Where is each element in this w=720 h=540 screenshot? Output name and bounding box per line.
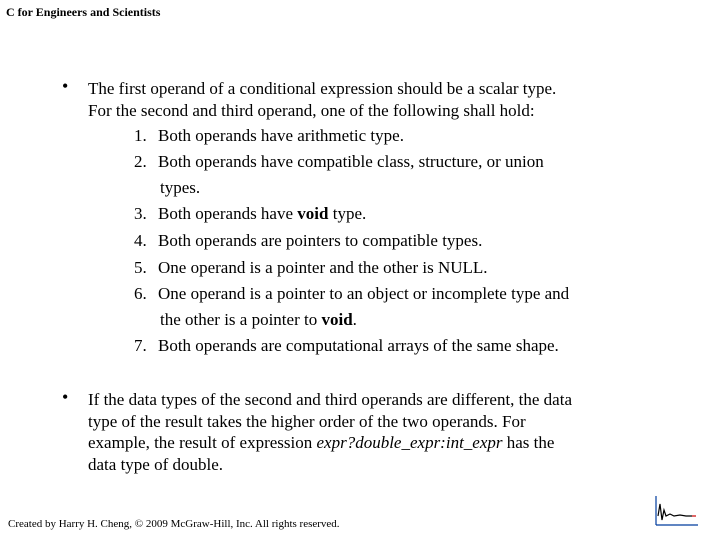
list-item-text: Both operands have compatible class, structure, or union [158,152,544,171]
list-item [134,152,544,172]
bullet2-line3-text: example, the result of expression [88,433,317,452]
bullet2-line4: data type of double. [88,455,224,474]
list-item-number: 4. [134,231,147,250]
list-item-text: Both operands are pointers to compatible types. [158,231,483,250]
list-item-number: 3. [134,204,147,223]
list-item-number: 6. [134,284,147,303]
list-item-continuation: types. [160,178,201,197]
code-expression: expr?double_expr:int_expr [316,433,503,452]
list-item-text-end: . [352,310,357,329]
bullet1-line1: The first operand of a conditional expression should be a scalar type. [88,79,557,98]
list-item-text: One operand is a pointer to an object or incomplete type and [158,284,570,303]
list-item-text: Both operands have [158,204,298,223]
header-title: C for Engineers and Scientists [6,5,161,19]
copyright-footer: Created by Harry H. Cheng, © 2009 McGraw-Hill, Inc. All rights reserved. [8,518,340,530]
list-item [134,231,482,251]
list-item [134,126,404,146]
bullet-marker: • [62,387,69,407]
list-item-text: One operand is a pointer and the other is NULL. [158,258,488,277]
bullet2-line1: If the data types of the second and third operands are different, the data [88,390,572,409]
list-item-number: 1. [134,126,147,145]
bullet-marker: • [62,76,69,96]
list-item-text: Both operands are computational arrays of the same shape. [158,336,559,355]
list-item-text-end: type. [328,204,367,223]
list-item-continuation [160,310,357,330]
list-item-number: 7. [134,336,147,355]
bullet1-line2: For the second and third operand, one of the following shall hold: [88,101,535,120]
list-item [134,258,488,278]
list-item [134,284,569,304]
list-item-number: 5. [134,258,147,277]
list-item [134,336,559,356]
keyword-void: void [321,310,353,329]
list-item-text: the other is a pointer to [160,310,322,329]
list-item-number: 2. [134,152,147,171]
bullet2-line2: type of the result takes the higher order of the two operands. For [88,412,526,431]
list-item [134,204,366,224]
bullet2-line3-end: has the [502,433,555,452]
ch-logo-icon [652,494,702,528]
list-item-text: Both operands have arithmetic type. [158,126,404,145]
bullet2-line3 [88,433,554,453]
keyword-void: void [297,204,329,223]
